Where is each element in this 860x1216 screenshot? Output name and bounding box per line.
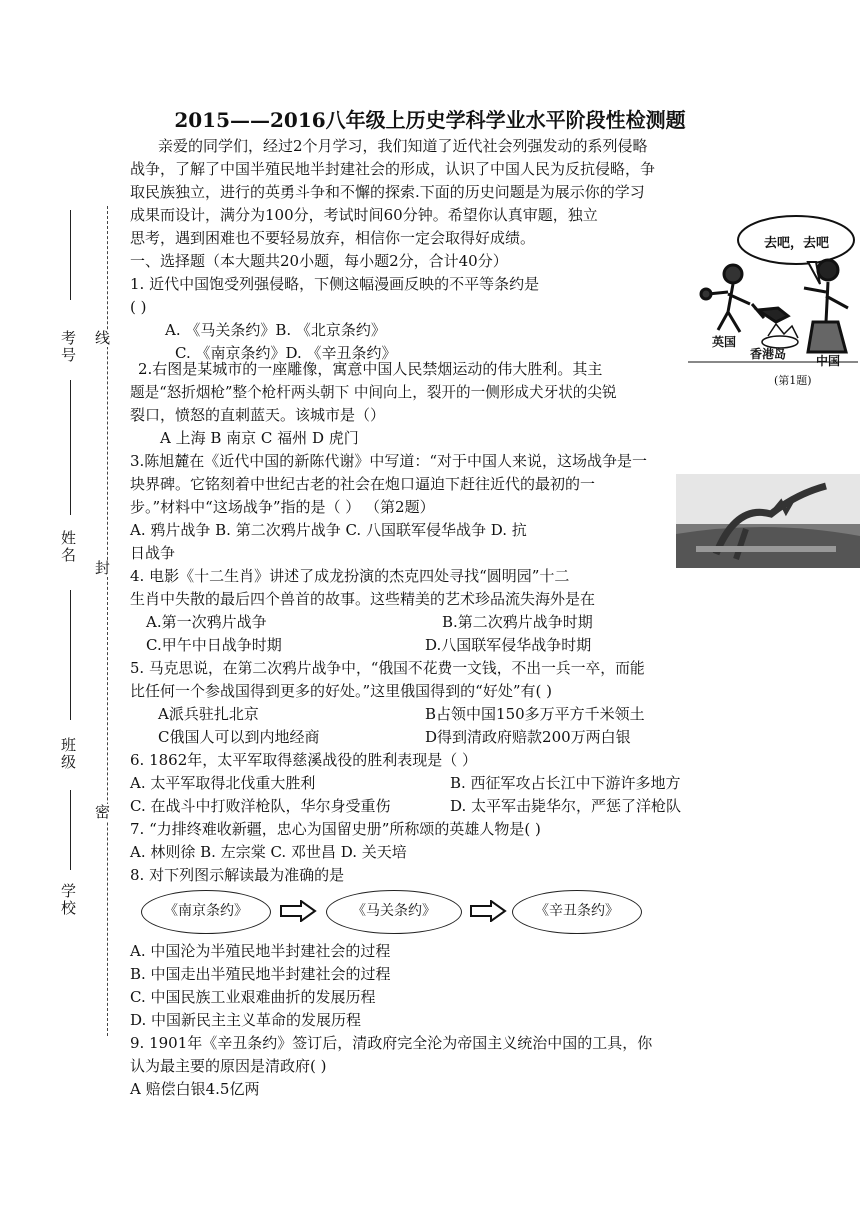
question-3: 步。”材料中“这场战争”指的是（ ） （第2题） — [130, 498, 435, 516]
question-4-option-a: A.第一次鸦片战争 — [146, 613, 267, 631]
question-8: 8. 对下列图示解读最为准确的是 — [130, 866, 345, 884]
intro-line: 战争，了解了中国半殖民地半封建社会的形成，认识了中国人民为反抗侵略，争 — [130, 160, 656, 178]
question-2: 题是“怒折烟枪”整个枪杆两头朝下 中间向上，裂开的一侧形成犬牙状的尖锐 — [130, 384, 617, 401]
xingming-label: 姓名 — [59, 530, 77, 564]
question-1-blank: ( ) — [130, 298, 147, 316]
question-2: 裂口，愤怒的直刺蓝天。该城市是（） — [130, 406, 386, 424]
question-1-options: A. 《马关条约》B. 《北京条约》 — [165, 321, 386, 339]
section-heading: 一、选择题（本大题共20小题，每小题2分，合计40分） — [130, 252, 508, 270]
statue-photo — [676, 474, 860, 568]
question-6-option-d: D. 太平军击毙华尔，严惩了洋枪队 — [450, 797, 682, 815]
cartoon-figure — [688, 212, 858, 390]
banji-blank — [70, 590, 71, 720]
question-8-option-b: B. 中国走出半殖民地半封建社会的过程 — [130, 965, 391, 983]
statue-illustration — [676, 474, 860, 568]
question-5-option-a: A派兵驻扎北京 — [158, 705, 259, 723]
question-3: 块界碑。它铭刻着中世纪古老的社会在炮口逼迫下赶往近代的最初的一 — [130, 475, 596, 493]
question-6-option-a: A. 太平军取得北伐重大胜利 — [130, 774, 316, 792]
cartoon-label-hk: 香港岛 — [750, 347, 787, 361]
kaohao-label: 考号 — [59, 330, 77, 364]
question-4: 4. 电影《十二生肖》讲述了成龙扮演的杰克四处寻找“圆明园”十二 — [130, 567, 570, 585]
question-6-option-b: B. 西征军攻占长江中下游许多地方 — [450, 774, 681, 792]
binding-char-feng: 封 — [93, 560, 111, 577]
binding-char-xian: 线 — [93, 330, 111, 347]
xuexiao-blank — [70, 790, 71, 870]
question-4-option-b: B.第二次鸦片战争时期 — [442, 613, 593, 631]
question-9-option-a: A 赔偿白银4.5亿两 — [130, 1080, 260, 1098]
question-5-option-d: D得到清政府赔款200万两白银 — [425, 728, 631, 746]
treaty-box-xinchou: 《辛丑条约》 — [512, 890, 642, 934]
question-5: 比任何一个参战国得到更多的好处。”这里俄国得到的“好处”有( ) — [130, 682, 552, 700]
question-7-options: A. 林则徐 B. 左宗棠 C. 邓世昌 D. 关天培 — [130, 843, 407, 861]
question-6: 6. 1862年，太平军取得慈溪战役的胜利表现是（ ） — [130, 751, 478, 769]
treaty-box-maguan: 《马关条约》 — [326, 890, 462, 934]
intro-line: 成果而设计，满分为100分，考试时间60分钟。希望你认真审题，独立 — [130, 206, 598, 224]
arrow-right-icon — [469, 900, 507, 922]
binding-char-mi: 密 — [93, 804, 111, 821]
question-5: 5. 马克思说，在第二次鸦片战争中，“俄国不花费一文钱，不出一兵一卒，而能 — [130, 660, 645, 677]
xuexiao-label: 学校 — [59, 883, 77, 917]
treaty-box-nanjing: 《南京条约》 — [141, 890, 271, 934]
question-8-option-a: A. 中国沦为半殖民地半封建社会的过程 — [130, 942, 391, 960]
xingming-blank — [70, 380, 71, 515]
question-3: 3.陈旭麓在《近代中国的新陈代谢》中写道：“对于中国人来说，这场战争是一 — [130, 452, 647, 470]
arrow-right-icon — [279, 900, 317, 922]
question-1: 1. 近代中国饱受列强侵略，下侧这幅漫画反映的不平等条约是 — [130, 275, 540, 293]
cartoon-label-cn: 中国 — [816, 354, 841, 368]
cartoon-bubble-text: 去吧，去吧 — [764, 236, 830, 251]
cartoon-label-uk: 英国 — [712, 335, 737, 349]
figure1-caption: (第1题) — [774, 374, 812, 387]
question-9: 9. 1901年《辛丑条约》签订后，清政府完全沦为帝国主义统治中国的工具，你 — [130, 1034, 653, 1052]
kaohao-blank — [70, 210, 71, 300]
question-7: 7. “力排终难收新疆，忠心为国留史册”所称颂的英雄人物是( ) — [130, 820, 541, 838]
question-2-options: A 上海 B 南京 C 福州 D 虎门 — [160, 429, 359, 447]
page-title: 2015——2016八年级上历史学科学业水平阶段性检测题 — [174, 108, 686, 132]
question-4-option-c: C.甲午中日战争时期 — [146, 636, 282, 654]
question-9: 认为最主要的原因是清政府( ) — [130, 1057, 327, 1075]
intro-line: 思考，遇到困难也不要轻易放弃，相信你一定会取得好成绩。 — [130, 229, 536, 247]
question-3-options: 日战争 — [130, 544, 176, 562]
question-4: 生肖中失散的最后四个兽首的故事。这些精美的艺术珍品流失海外是在 — [130, 590, 596, 608]
question-8-option-d: D. 中国新民主主义革命的发展历程 — [130, 1011, 362, 1029]
intro-line: 亲爱的同学们，经过2个月学习，我们知道了近代社会列强发动的系列侵略 — [158, 137, 648, 155]
question-5-option-b: B占领中国150多万平方千米领土 — [425, 705, 645, 723]
question-8-option-c: C. 中国民族工业艰难曲折的发展历程 — [130, 988, 376, 1006]
question-4-option-d: D.八国联军侵华战争时期 — [425, 636, 592, 654]
question-5-option-c: C俄国人可以到内地经商 — [158, 728, 320, 746]
question-1-options: C. 《南京条约》D. 《辛丑条约》 — [175, 344, 397, 362]
question-2: 2.右图是某城市的一座雕像，寓意中国人民禁烟运动的伟大胜利。其主 — [138, 360, 603, 378]
question-6-option-c: C. 在战斗中打败洋枪队，华尔身受重伤 — [130, 797, 391, 815]
question-3-options: A. 鸦片战争 B. 第二次鸦片战争 C. 八国联军侵华战争 D. 抗 — [130, 521, 527, 539]
intro-line: 取民族独立，进行的英勇斗争和不懈的探索.下面的历史问题是为展示你的学习 — [130, 183, 645, 201]
banji-label: 班级 — [59, 737, 77, 771]
